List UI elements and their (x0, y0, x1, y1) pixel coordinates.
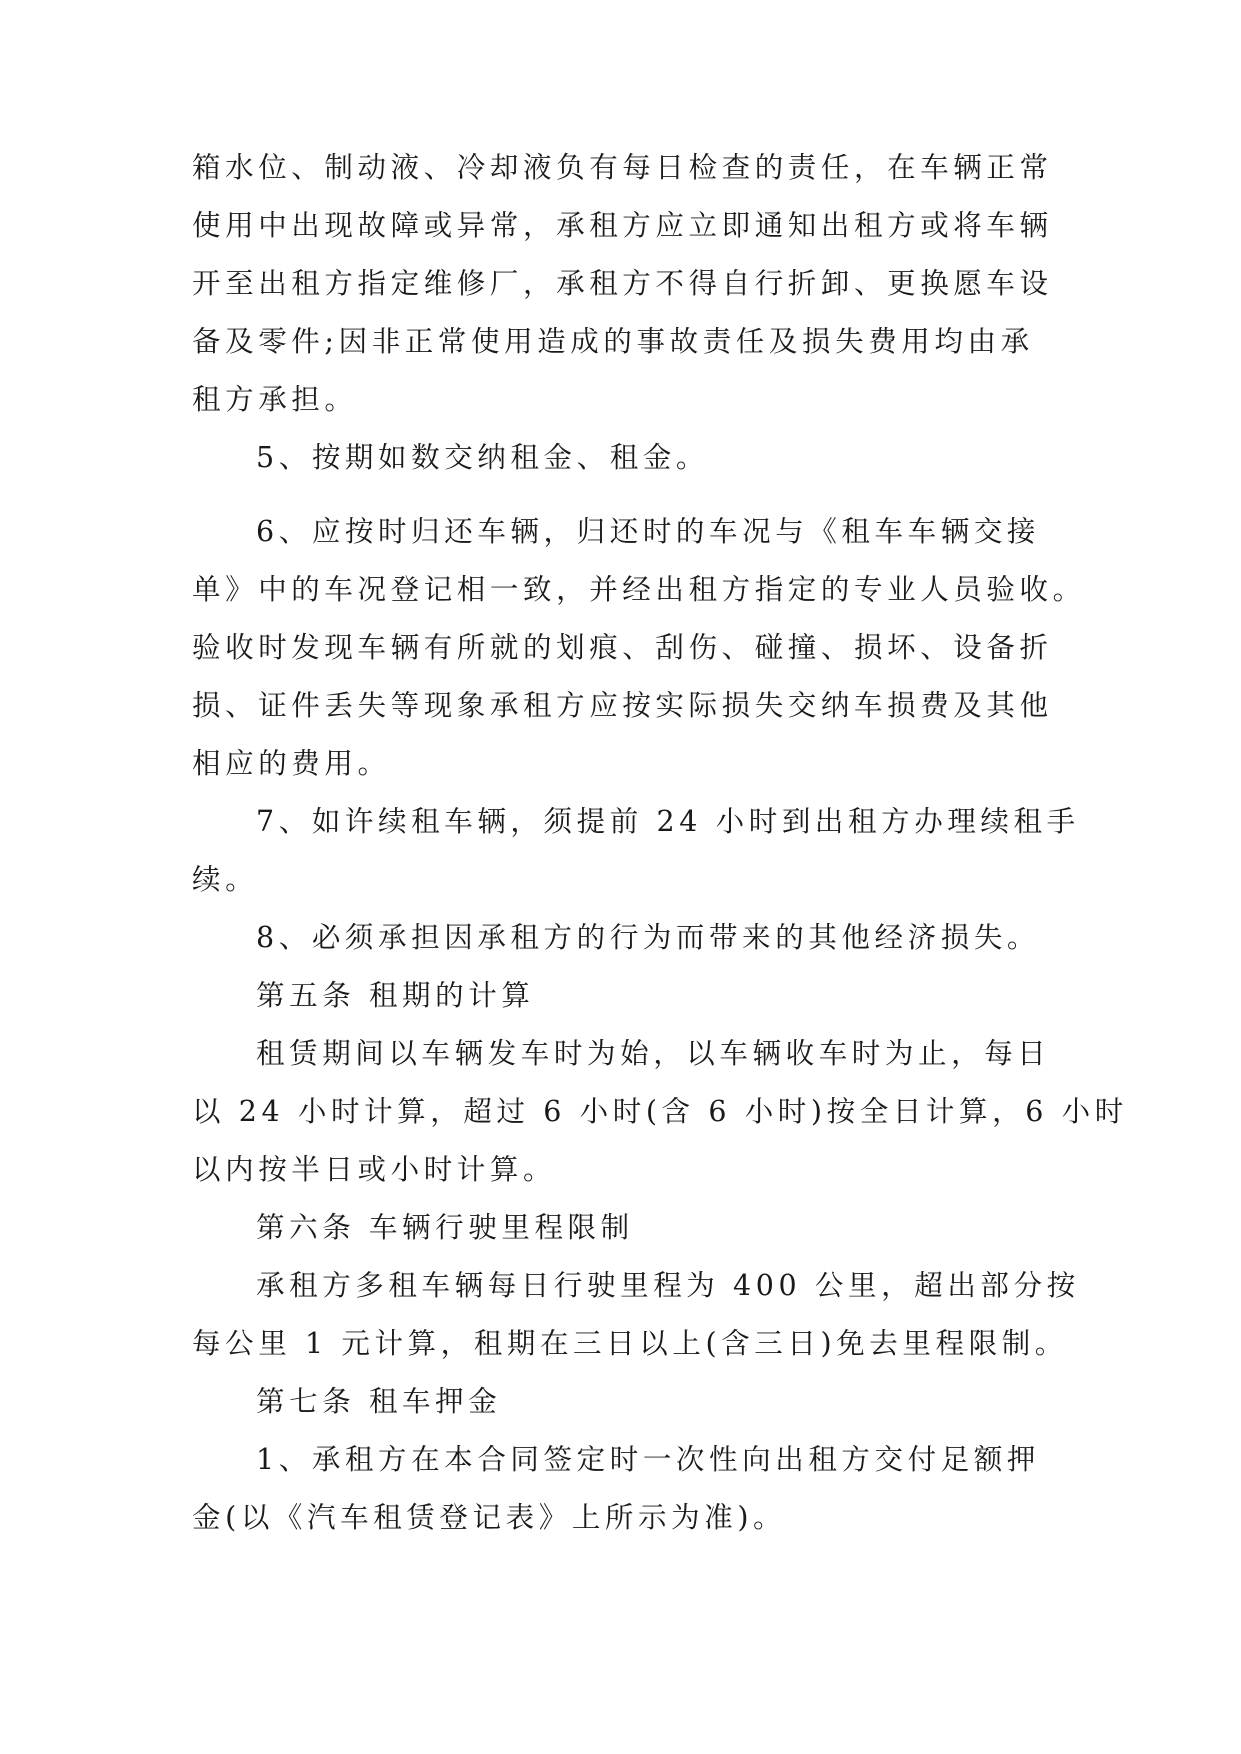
text-line: 租方承担。 (192, 383, 358, 416)
text-line: 8、必须承担因承租方的行为而带来的其他经济损失。 (256, 921, 1041, 954)
text-line: 7、如许续租车辆，须提前 24 小时到出租方办理续租手 (256, 805, 1080, 838)
text-line: 单》中的车况登记相一致，并经出租方指定的专业人员验收。 (192, 573, 1086, 606)
text-line: 以内按半日或小时计算。 (192, 1153, 557, 1186)
text-line: 箱水位、制动液、冷却液负有每日检查的责任，在车辆正常 (192, 151, 1053, 184)
text-line: 相应的费用。 (192, 747, 391, 780)
section-heading: 第六条 车辆行驶里程限制 (256, 1211, 634, 1244)
section-heading: 第五条 租期的计算 (256, 979, 535, 1012)
text-line: 开至出租方指定维修厂，承租方不得自行折卸、更换愿车设 (192, 267, 1053, 300)
text-line: 每公里 1 元计算，租期在三日以上(含三日)免去里程限制。 (192, 1327, 1068, 1360)
text-line: 金(以《汽车租赁登记表》上所示为准)。 (192, 1501, 787, 1534)
text-line: 承租方多租车辆每日行驶里程为 400 公里，超出部分按 (256, 1269, 1080, 1302)
text-line: 以 24 小时计算，超过 6 小时(含 6 小时)按全日计算，6 小时 (192, 1095, 1128, 1128)
text-line: 续。 (192, 863, 259, 896)
section-heading: 第七条 租车押金 (256, 1385, 502, 1418)
text-line: 1、承租方在本合同签定时一次性向出租方交付足额押 (256, 1443, 1041, 1476)
text-line: 备及零件;因非正常使用造成的事故责任及损失费用均由承 (192, 325, 1034, 358)
text-line: 使用中出现故障或异常，承租方应立即通知出租方或将车辆 (192, 209, 1053, 242)
text-line: 6、应按时归还车辆，归还时的车况与《租车车辆交接 (256, 515, 1041, 548)
text-line: 验收时发现车辆有所就的划痕、刮伤、碰撞、损坏、设备折 (192, 631, 1053, 664)
text-line: 损、证件丢失等现象承租方应按实际损失交纳车损费及其他 (192, 689, 1053, 722)
text-line: 5、按期如数交纳租金、租金。 (256, 441, 710, 474)
text-line: 租赁期间以车辆发车时为始，以车辆收车时为止，每日 (256, 1037, 1051, 1070)
